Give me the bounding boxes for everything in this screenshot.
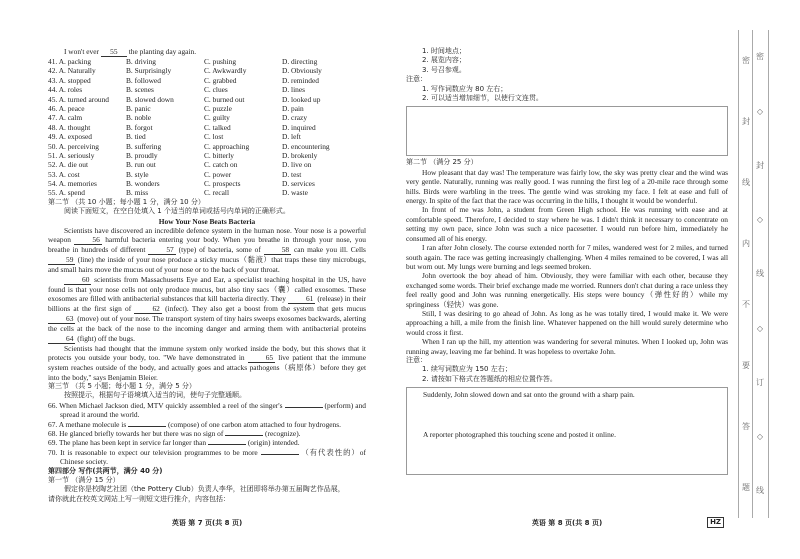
option-row — [48, 113, 366, 122]
option-c: C. guilty — [204, 113, 230, 123]
part4-heading: 第四部分 写作(共两节，满分 40 分) — [48, 466, 163, 475]
option-c: C. approaching — [204, 141, 250, 151]
content-points — [406, 47, 728, 75]
option-d: D. crazy — [282, 113, 308, 123]
sentence-number: 67. — [48, 419, 58, 429]
option-a — [48, 151, 126, 160]
sentence-number: 66. — [48, 400, 58, 410]
option-d: D. live on — [282, 160, 312, 170]
option-a — [48, 85, 126, 94]
margin-char: 线 — [742, 177, 750, 187]
option-a-text: A. seriously — [58, 150, 95, 160]
option-d: D. brokenly — [282, 150, 318, 160]
diamond-icon: ◇ — [756, 323, 764, 333]
option-c: C. Awkwardly — [204, 66, 247, 76]
option-d: D. directing — [282, 57, 318, 66]
writing-answer-box[interactable] — [406, 106, 728, 156]
question-number: 45. — [48, 94, 58, 104]
option-a-text: A. turned around — [58, 94, 109, 104]
option-b: B. Surprisingly — [126, 66, 172, 76]
option-c: C. talked — [204, 122, 231, 132]
option-a — [48, 132, 126, 141]
blank-56: 56 — [74, 236, 101, 245]
option-d: D. test — [282, 169, 302, 179]
margin-char: 要 — [742, 360, 750, 370]
blank-63: 63 — [48, 315, 75, 324]
option-row — [48, 188, 366, 197]
answer-box-opening-line1: Suddenly, John slowed down and sat onto the ground with a sharp pain. — [423, 390, 635, 400]
option-c: C. clues — [204, 85, 228, 95]
option-b: B. suffering — [126, 141, 162, 151]
sentence-pre: A methane molecule is — [58, 419, 127, 429]
question-number: 46. — [48, 103, 58, 113]
option-d: D. Obviously — [282, 66, 322, 76]
option-b: B. miss — [126, 188, 149, 198]
section3-heading: 第三节 （共 5 小题；每小题 1 分，满分 5 分） — [48, 381, 196, 390]
option-a-text: A. spend — [58, 188, 85, 198]
section2-heading: 第二节 （满分 25 分） — [406, 158, 478, 167]
option-a-text: A. exposed — [58, 132, 92, 142]
option-d: D. left — [282, 132, 301, 142]
answer-box-opening-line2: A reporter photographed this touching scene and posted it online. — [423, 429, 616, 439]
story-paragraph: I ran after John closely. The course extended north for 7 miles, wandered west for 2 miles, and turned south again. The race was getting increasingly challenging. When 4 miles remained to be covered, I was all but worn out. My lungs were burning and legs seemed broken. — [406, 243, 728, 271]
option-a — [48, 95, 126, 104]
section2-heading: 第二节 （共 10 小题；每小题 1 分，满分 10 分） — [48, 197, 205, 206]
writing-prompt-line2: 请你就此在校英文网站上写一则短文进行推介，内容包括： — [48, 494, 230, 503]
sentence-item — [48, 429, 366, 438]
option-row — [48, 151, 366, 160]
continuation-answer-box[interactable] — [406, 387, 728, 475]
blank-59: 59 — [48, 256, 75, 265]
option-a — [48, 66, 126, 75]
option-row — [48, 85, 366, 94]
option-d: D. inquired — [282, 122, 316, 132]
sentence-item — [48, 448, 366, 467]
margin-char: 内 — [742, 238, 750, 248]
notes-label: 注意： — [406, 75, 427, 84]
option-row — [48, 123, 366, 132]
content-point: 1. 时间地点； — [422, 47, 466, 55]
answer-blank[interactable] — [128, 426, 166, 427]
blank-58: 58 — [264, 246, 291, 255]
question-number: 44. — [48, 85, 58, 95]
sentence-post: (perform) and spread it around the world. — [60, 400, 366, 420]
sentence-completion-list — [48, 401, 366, 467]
story-paragraph: John overtook the boy ahead of him. Obviously, they were familiar with each other, because they exchanged some words. Their brief exchange made me worried. Runners don't chat during a race unless they feel really good and John was running energetically. His steps were bouncy（弹性好的）while my springiness（轻快）was gone. — [406, 271, 728, 309]
option-c: C. catch on — [204, 160, 238, 170]
option-a-text: A. die out — [58, 160, 89, 170]
passage-paragraph: Scientists had thought that the immune system only worked inside the body, but this shows that it protects you outside your body, too. "We have demonstrated in 65 live patient that the immune system reaches outside of the body, and actually goes and attacks pathogens（病原体）before they get into the body," says Benjamin Bleier. — [48, 343, 366, 382]
passage-paragraph: Scientists have discovered an incredible defence system in the human nose. Your nose is a powerful weapon 56 harmful bacteria entering your body. When you breathe in through your nose, you breathe in hundreds of different 57 (type) of bacteria, some of 58 can make you ill. Cells 59 (line) the inside of your nose produce a sticky mucus（黏液）that traps these tiny microbugs, and small hairs move the mucus out of your nose or to the back of your throat. — [48, 226, 366, 275]
option-a-text: A. perceiving — [58, 141, 99, 151]
question-number: 49. — [48, 132, 58, 142]
answer-blank[interactable] — [225, 435, 263, 436]
margin-char: 题 — [742, 482, 750, 492]
sentence-number: 68. — [48, 428, 58, 438]
option-d: D. looked up — [282, 94, 321, 104]
question-number: 43. — [48, 75, 58, 85]
option-a-text: A. stopped — [58, 75, 91, 85]
option-a-text: A. Naturally — [58, 66, 96, 76]
sentence-item — [48, 420, 366, 429]
question-number: 50. — [48, 141, 58, 151]
story-paragraph: Still, I was desiring to go ahead of John. As long as he was totally tired, I would make it. We were approaching a hill, a mile from the finish line. Whatever happened on the hill would surely determine who would cross it first. — [406, 308, 728, 337]
note-item: 1. 写作词数应为 80 左右； — [422, 84, 508, 93]
blank-60: 60 — [64, 276, 91, 285]
story-paragraph: When I ran up the hill, my attention was wandering for several minutes. When I looked up, John was running away, leaving me far behind. It was hopeless to overtake John. — [406, 337, 728, 356]
content-point: 2. 展览内容； — [422, 56, 466, 65]
margin-char: 订 — [756, 377, 764, 387]
option-a-text: A. cost — [58, 169, 80, 179]
question-number: 55. — [48, 188, 58, 198]
option-c: C. puzzle — [204, 103, 232, 113]
margin-char: 密 — [756, 52, 764, 62]
part4-section1-heading: 第一节 （满分 15 分） — [48, 475, 120, 484]
option-c: C. prospects — [204, 179, 241, 189]
option-c: C. burned out — [204, 94, 245, 104]
blank-62: 62 — [134, 305, 161, 314]
notes-list — [406, 85, 728, 104]
code-badge: HZ — [707, 517, 724, 528]
page-footer: 英语 第 7 页(共 8 页) — [171, 519, 243, 527]
sentence-pre: It is reasonable to expect our television programmes to be more — [60, 447, 258, 457]
question-number: 42. — [48, 66, 58, 76]
passage — [48, 226, 366, 382]
question-number: 47. — [48, 113, 58, 123]
margin-char: 封 — [756, 160, 764, 170]
option-c: C. recall — [204, 188, 230, 198]
option-a — [48, 188, 126, 197]
sentence-item — [48, 401, 366, 420]
option-a-text: A. packing — [58, 57, 92, 66]
option-a — [48, 57, 126, 66]
cloze-options — [48, 57, 366, 198]
option-c: C. lost — [204, 132, 224, 142]
continuation-story — [406, 168, 728, 356]
margin-char: 密 — [742, 55, 750, 65]
diamond-icon: ◇ — [756, 431, 764, 441]
blank-57: 57 — [148, 246, 175, 255]
sentence-post: （有代表性的）of Chinese society. — [60, 447, 366, 467]
option-a-text: A. roles — [58, 85, 83, 95]
notes2-label: 注意： — [406, 355, 427, 364]
option-b: B. panic — [126, 103, 151, 113]
option-row — [48, 57, 366, 66]
sentence-pre: He glanced briefly towards her but there was no sign of — [59, 428, 224, 438]
option-a — [48, 113, 126, 122]
option-b: B. tied — [126, 132, 146, 142]
question-number: 51. — [48, 150, 58, 160]
margin-char: 不 — [742, 299, 750, 309]
passage-title: How Your Nose Beats Bacteria — [158, 216, 256, 226]
answer-blank[interactable] — [208, 444, 246, 445]
option-c: C. power — [204, 169, 232, 179]
option-d: D. reminded — [282, 75, 319, 85]
sentence-pre: When Michael Jackson died, MTV quickly assembled a reel of the singer's — [59, 400, 283, 410]
binding-margin — [738, 30, 788, 518]
option-row — [48, 104, 366, 113]
sentence-item — [48, 438, 366, 447]
blank-65: 65 — [248, 354, 275, 363]
option-d: D. lines — [282, 85, 305, 95]
page-footer: 英语 第 8 页(共 8 页) — [531, 519, 603, 527]
option-b: B. noble — [126, 113, 152, 123]
option-b: B. wonders — [126, 179, 160, 189]
option-a-text: A. thought — [58, 122, 91, 132]
option-a — [48, 123, 126, 132]
option-b: B. style — [126, 169, 149, 179]
option-row — [48, 179, 366, 188]
margin-char: 线 — [756, 486, 764, 496]
passage-paragraph: 60 scientists from Massachusetts Eye and Ear, a specialist teaching hospital in the US, have found is that your nose cells not only produce mucus, but also tiny sacs（囊）called exosomes. These exosomes are filled with antibacterial substances that kill bacteria directly. They 61 (release) in their billions at the first sign of 62 (infect). They also get a boost from the system that gets mucus 63 (move) out of your nose. The transport system of tiny hairs sweeps exosomes backwards, alerting the cells at the back of the nose to the incoming danger and arming them with antibacterial proteins 64 (fight) off the bugs. — [48, 274, 366, 343]
page-8 — [406, 0, 728, 559]
option-a — [48, 170, 126, 179]
sentence-post: (origin) intended. — [247, 438, 300, 448]
sentence-post: (compose) of one carbon atom attached to four hydrogens. — [167, 419, 341, 429]
option-b: B. scenes — [126, 85, 154, 95]
option-b: B. forgot — [126, 122, 153, 132]
option-b: B. driving — [126, 57, 156, 66]
margin-char: 线 — [756, 269, 764, 279]
option-row — [48, 160, 366, 169]
sentence-pre: The plane has been kept in service far longer than — [58, 438, 207, 448]
option-d: D. waste — [282, 188, 308, 198]
option-a — [48, 160, 126, 169]
margin-char: 答 — [742, 421, 750, 431]
option-c: C. bitterly — [204, 150, 234, 160]
option-row — [48, 142, 366, 151]
story-paragraph: In front of me was John, a student from Green High school. He was running with ease and at comfortable speed. Therefore, I decided to stay where he was. I didn't think it necessary to concentrate on setting my own pace, since John was such a nice pacesetter. I would run before him, immediately he consumed all of his energy. — [406, 205, 728, 243]
note-item: 1. 续写词数应为 150 左右； — [422, 365, 512, 374]
diamond-icon: ◇ — [756, 106, 764, 116]
answer-blank[interactable] — [285, 407, 323, 408]
option-c: C. pushing — [204, 57, 237, 66]
question-number: 52. — [48, 160, 58, 170]
question-number: 53. — [48, 169, 58, 179]
diamond-icon: ◇ — [756, 215, 764, 225]
margin-seal-text — [753, 30, 767, 518]
option-a — [48, 142, 126, 151]
sentence-number: 70. — [48, 447, 58, 457]
margin-char: 封 — [742, 116, 750, 126]
option-d: D. services — [282, 179, 315, 189]
option-c: C. grabbed — [204, 75, 237, 85]
option-row — [48, 95, 366, 104]
option-row — [48, 170, 366, 179]
option-a-text: A. peace — [58, 103, 85, 113]
option-a-text: A. calm — [58, 113, 83, 123]
margin-outer-text — [739, 30, 753, 518]
option-a — [48, 104, 126, 113]
section3-instruction: 按照提示，根据句子语境填入适当的词，使句子完整通顺。 — [64, 391, 246, 400]
question-number: 54. — [48, 179, 58, 189]
option-a-text: A. memories — [58, 179, 97, 189]
option-row — [48, 76, 366, 85]
option-b: B. followed — [126, 75, 161, 85]
option-row — [48, 132, 366, 141]
notes2-list — [406, 365, 728, 384]
option-b: B. slowed down — [126, 94, 174, 104]
option-d: D. pain — [282, 103, 304, 113]
question-number: 41. — [48, 57, 58, 66]
sentence-number: 69. — [48, 438, 58, 448]
note-item: 2. 可以适当增加细节，以使行文连贯。 — [422, 94, 543, 103]
section2-instruction: 阅读下面短文，在空白处填入 1 个适当的单词或括号内单词的正确形式。 — [64, 207, 290, 216]
margin-rule — [768, 30, 769, 518]
option-b: B. run out — [126, 160, 156, 170]
option-row — [48, 66, 366, 75]
option-b: B. proudly — [126, 150, 158, 160]
writing-prompt-line1: 假定你是校陶艺社团（the Pottery Club）负责人李华，社团即将举办第五届陶艺作品展， — [64, 485, 345, 494]
option-a — [48, 179, 126, 188]
option-a — [48, 76, 126, 85]
sentence-post: (recognize). — [265, 428, 301, 438]
answer-blank[interactable] — [261, 454, 299, 455]
blank-55: 55 — [101, 48, 127, 57]
story-paragraph: How pleasant that day was! The temperature was fairly low, the sky was pretty clear and the wind was very gentle. Naturally, running was really good. I was running the first leg of a 20-mile race through some hills. Birds were warbling in the trees. The gentle wind was stroking my face. I felt at ease and full of energy. In spite of the fact that the race was occurring in the hills, I thought it would be wonderful. — [406, 167, 728, 206]
page-7 — [48, 0, 366, 559]
blank-61: 61 — [288, 295, 315, 304]
blank-64: 64 — [48, 335, 75, 344]
question-number: 48. — [48, 122, 58, 132]
content-point: 3. 号召参观。 — [422, 65, 466, 74]
note-item: 2. 请按如下格式在答题纸的相应位置作答。 — [422, 374, 557, 383]
option-d: D. encountering — [282, 141, 330, 151]
intro-line: I won't ever 55 the planting day again. — [64, 47, 197, 56]
